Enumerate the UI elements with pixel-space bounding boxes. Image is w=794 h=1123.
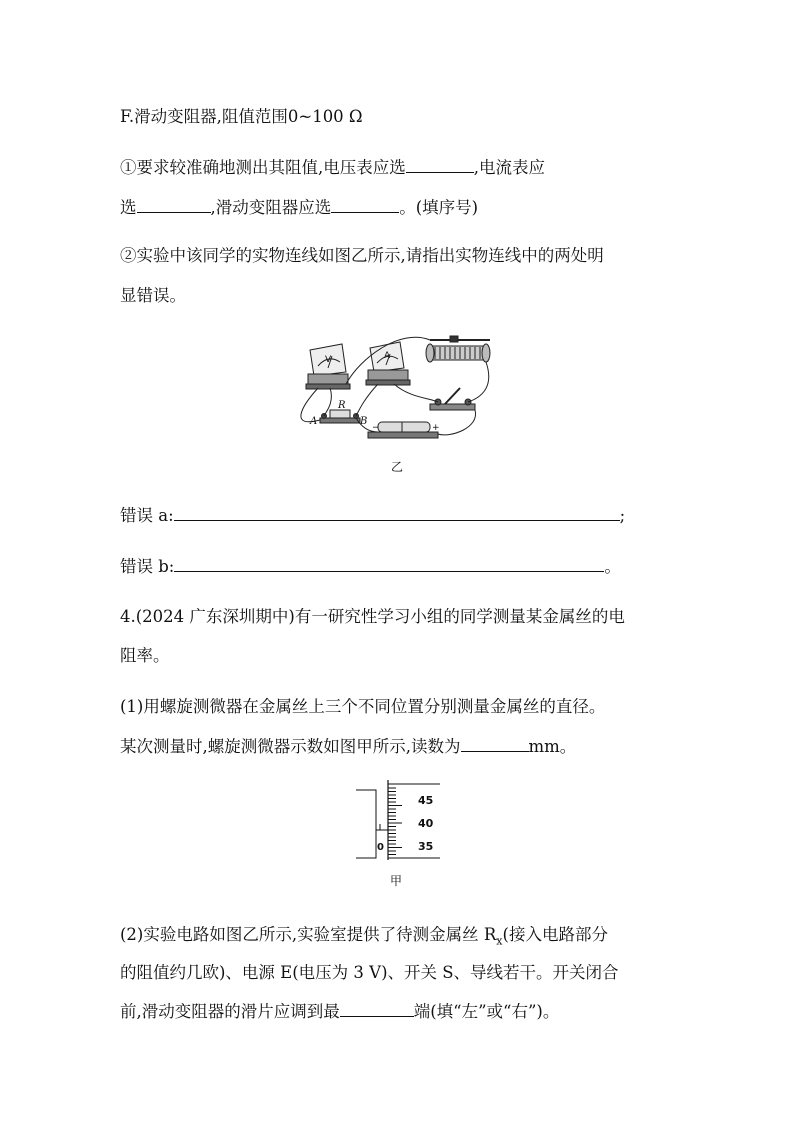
part-1-text: (1)用螺旋测微器在金属丝上三个不同位置分别测量金属丝的直径。 — [120, 697, 606, 716]
part-2-line-1 — [120, 924, 608, 952]
question-1-text: ①要求较准确地测出其阻值,电压表应选 — [120, 158, 406, 177]
error-b-answer-blank[interactable] — [174, 555, 604, 572]
error-a-end: ; — [619, 506, 626, 525]
part-1-text-cont: 某次测量时,螺旋测微器示数如图甲所示,读数为 — [120, 737, 461, 756]
option-f — [120, 106, 363, 128]
error-a-answer-blank[interactable] — [174, 504, 620, 521]
problem-4-text-cont: 阻率。 — [120, 646, 170, 665]
question-1-line-2 — [120, 196, 478, 219]
question-1-text-cont: ,电流表应 — [473, 158, 545, 177]
voltmeter-icon — [306, 344, 350, 389]
part-2-line-3 — [120, 1000, 559, 1023]
error-b-end: 。 — [604, 557, 621, 576]
scale-label-45: 45 — [418, 794, 434, 807]
question-1-text-select: 选 — [120, 198, 137, 217]
slider-position-answer-blank[interactable] — [340, 1000, 414, 1017]
micrometer-sleeve — [356, 790, 376, 858]
problem-4-line-2 — [120, 645, 170, 667]
part-2-text-line-2: 的阻值约几欧)、电源 E(电压为 3 V)、开关 S、导线若干。开关闭合 — [120, 963, 619, 982]
problem-4-line-1 — [120, 606, 625, 628]
part-2-text: (2)实验电路如图乙所示,实验室提供了待测金属丝 R — [120, 925, 497, 944]
scale-label-40: 40 — [418, 817, 434, 830]
ammeter-answer-blank[interactable] — [137, 196, 211, 213]
figure-yi-caption: 乙 — [391, 460, 404, 474]
part-1-unit: mm。 — [528, 737, 577, 756]
part-1-line-2 — [120, 735, 576, 758]
reading-answer-blank[interactable] — [461, 735, 529, 752]
ammeter-icon — [366, 342, 410, 385]
question-1-text-rheostat: ,滑动变阻器应选 — [210, 198, 332, 217]
error-b-label: 错误 b: — [120, 557, 175, 576]
part-2-text-cont: (接入电路部分 — [502, 925, 608, 944]
main-scale-zero: 0 — [377, 842, 384, 853]
switch-icon — [430, 388, 475, 410]
question-1-line-1 — [120, 156, 545, 179]
circuit-apparatus-figure — [290, 328, 510, 446]
micrometer-scale-ticks — [388, 788, 402, 855]
question-2-line-1 — [120, 245, 604, 267]
error-a-label: 错误 a: — [120, 506, 174, 525]
label-plus: + — [432, 423, 440, 433]
question-1-text-end: 。(填序号) — [399, 198, 479, 217]
part-2-subscript: x — [496, 934, 503, 948]
question-2-line-2 — [120, 285, 186, 307]
question-2-text: ②实验中该同学的实物连线如图乙所示,请指出实物连线中的两处明 — [120, 246, 604, 265]
rheostat-answer-blank[interactable] — [331, 196, 399, 213]
meter-2-label: A — [384, 351, 391, 361]
part-2-text-line-3-end: 端(填“左”或“右”)。 — [413, 1002, 560, 1021]
label-r: R — [338, 400, 346, 411]
part-2-line-2 — [120, 962, 619, 984]
figure-jia-caption: 甲 — [390, 874, 403, 888]
voltmeter-answer-blank[interactable] — [406, 156, 474, 173]
error-b-line — [120, 555, 621, 578]
problem-4-text: 4.(2024 广东深圳期中)有一研究性学习小组的同学测量某金属丝的电 — [120, 607, 625, 626]
label-minus: − — [372, 423, 380, 433]
meter-1-label: V — [325, 355, 332, 365]
label-a: A — [310, 416, 318, 427]
rheostat-icon — [426, 336, 490, 362]
label-b: B — [360, 416, 368, 427]
part-2-text-line-3: 前,滑动变阻器的滑片应调到最 — [120, 1002, 340, 1021]
scale-label-35: 35 — [418, 840, 434, 853]
question-2-text-cont: 显错误。 — [120, 286, 186, 305]
part-1-line-1 — [120, 696, 605, 718]
error-a-line — [120, 504, 625, 527]
option-f-text: F.滑动变阻器,阻值范围0~100 Ω — [120, 107, 363, 126]
micrometer-figure — [352, 780, 442, 862]
